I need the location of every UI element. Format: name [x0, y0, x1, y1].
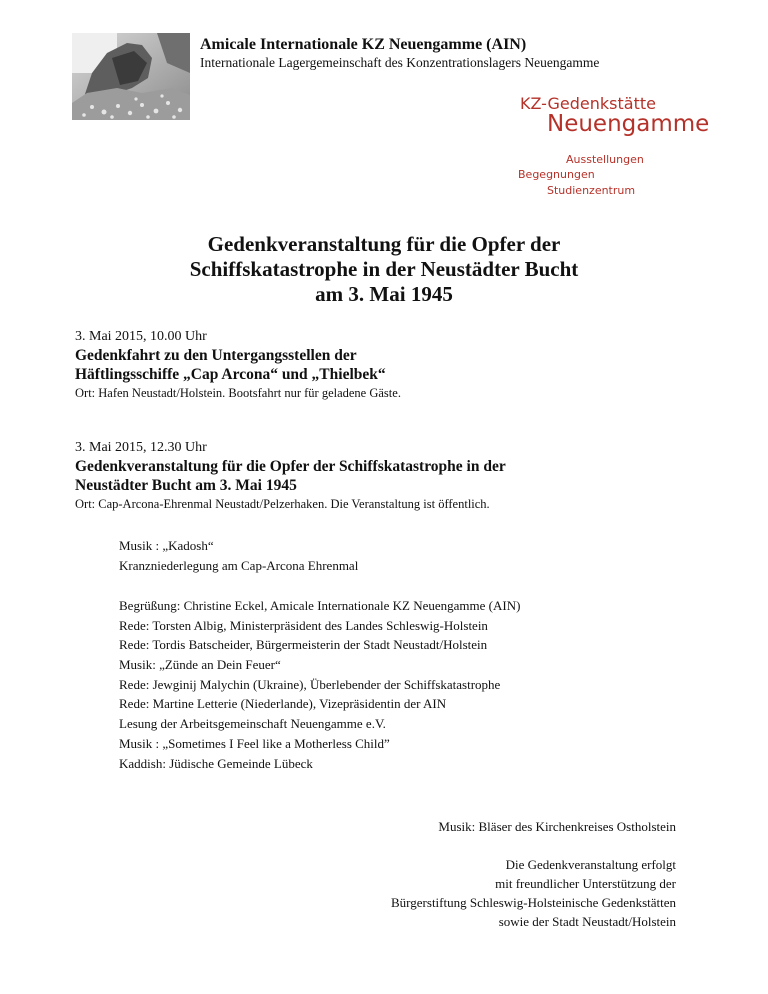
event-ceremony — [75, 438, 715, 513]
support-note — [391, 855, 676, 931]
support-line: Bürgerstiftung Schleswig-Holsteinische Gedenkstätten — [391, 895, 676, 910]
logo-line-2: Neuengamme — [547, 111, 710, 137]
logo-item-encounters: Begegnungen — [518, 168, 595, 181]
program-opening — [119, 536, 719, 575]
event-title-line: Gedenkveranstaltung für die Opfer der Schiffskatastrophe in der — [75, 458, 506, 475]
heading-line: am 3. Mai 1945 — [315, 282, 453, 306]
event-location: Ort: Hafen Neustadt/Holstein. Bootsfahrt nur für geladene Gäste. — [75, 386, 401, 400]
program-item: Rede: Jewginij Malychin (Ukraine), Überlebender der Schiffskatastrophe — [119, 676, 501, 692]
event-date: 3. Mai 2015, 10.00 Uhr — [75, 329, 207, 344]
program-item: Kranzniederlegung am Cap-Arcona Ehrenmal — [119, 557, 359, 573]
support-line: mit freundlicher Unterstützung der — [495, 876, 676, 891]
music-credit-text: Musik: Bläser des Kirchenkreises Ostholstein — [438, 819, 676, 834]
program-item: Kaddish: Jüdische Gemeinde Lübeck — [119, 755, 313, 771]
program-item: Rede: Tordis Batscheider, Bürgermeisterin der Stadt Neustadt/Holstein — [119, 637, 488, 653]
program-item: Lesung der Arbeitsgemeinschaft Neuengamme e.V. — [119, 716, 386, 732]
event-date: 3. Mai 2015, 12.30 Uhr — [75, 440, 207, 455]
memorial-logo — [0, 0, 768, 220]
program-item: Rede: Martine Letterie (Niederlande), Vizepräsidentin der AIN — [119, 696, 447, 712]
program-speeches — [119, 596, 719, 773]
program-item: Rede: Torsten Albig, Ministerpräsident des Landes Schleswig-Holstein — [119, 617, 488, 633]
music-credit — [438, 817, 676, 836]
organization-subtitle: Internationale Lagergemeinschaft des Konzentrationslagers Neuengamme — [200, 55, 600, 70]
event-title-line: Neustädter Bucht am 3. Mai 1945 — [75, 477, 297, 494]
event-title-line: Häftlingsschiffe „Cap Arcona“ und „Thielbek“ — [75, 366, 386, 383]
program-item: Musik : „Sometimes I Feel like a Motherless Child” — [119, 735, 390, 751]
support-line: sowie der Stadt Neustadt/Holstein — [498, 914, 676, 929]
program-item: Musik : „Kadosh“ — [119, 538, 214, 553]
organization-title: Amicale Internationale KZ Neuengamme (AIN) — [200, 36, 527, 53]
program-item: Musik: „Zünde an Dein Feuer“ — [119, 657, 281, 673]
event-boat-trip — [75, 327, 715, 402]
support-line: Die Gedenkveranstaltung erfolgt — [505, 857, 676, 872]
heading-line: Schiffskatastrophe in der Neustädter Bucht — [189, 257, 579, 281]
main-heading — [84, 232, 684, 307]
logo-line-1: KZ-Gedenkstätte — [520, 94, 656, 113]
event-location: Ort: Cap-Arcona-Ehrenmal Neustadt/Pelzerhaken. Die Veranstaltung ist öffentlich. — [75, 497, 490, 511]
program-item: Begrüßung: Christine Eckel, Amicale Internationale KZ Neuengamme (AIN) — [119, 598, 521, 613]
event-title-line: Gedenkfahrt zu den Untergangsstellen der — [75, 347, 357, 364]
logo-item-study-center: Studienzentrum — [547, 184, 636, 197]
logo-item-exhibitions: Ausstellungen — [566, 153, 644, 166]
heading-line: Gedenkveranstaltung für die Opfer der — [207, 232, 561, 256]
